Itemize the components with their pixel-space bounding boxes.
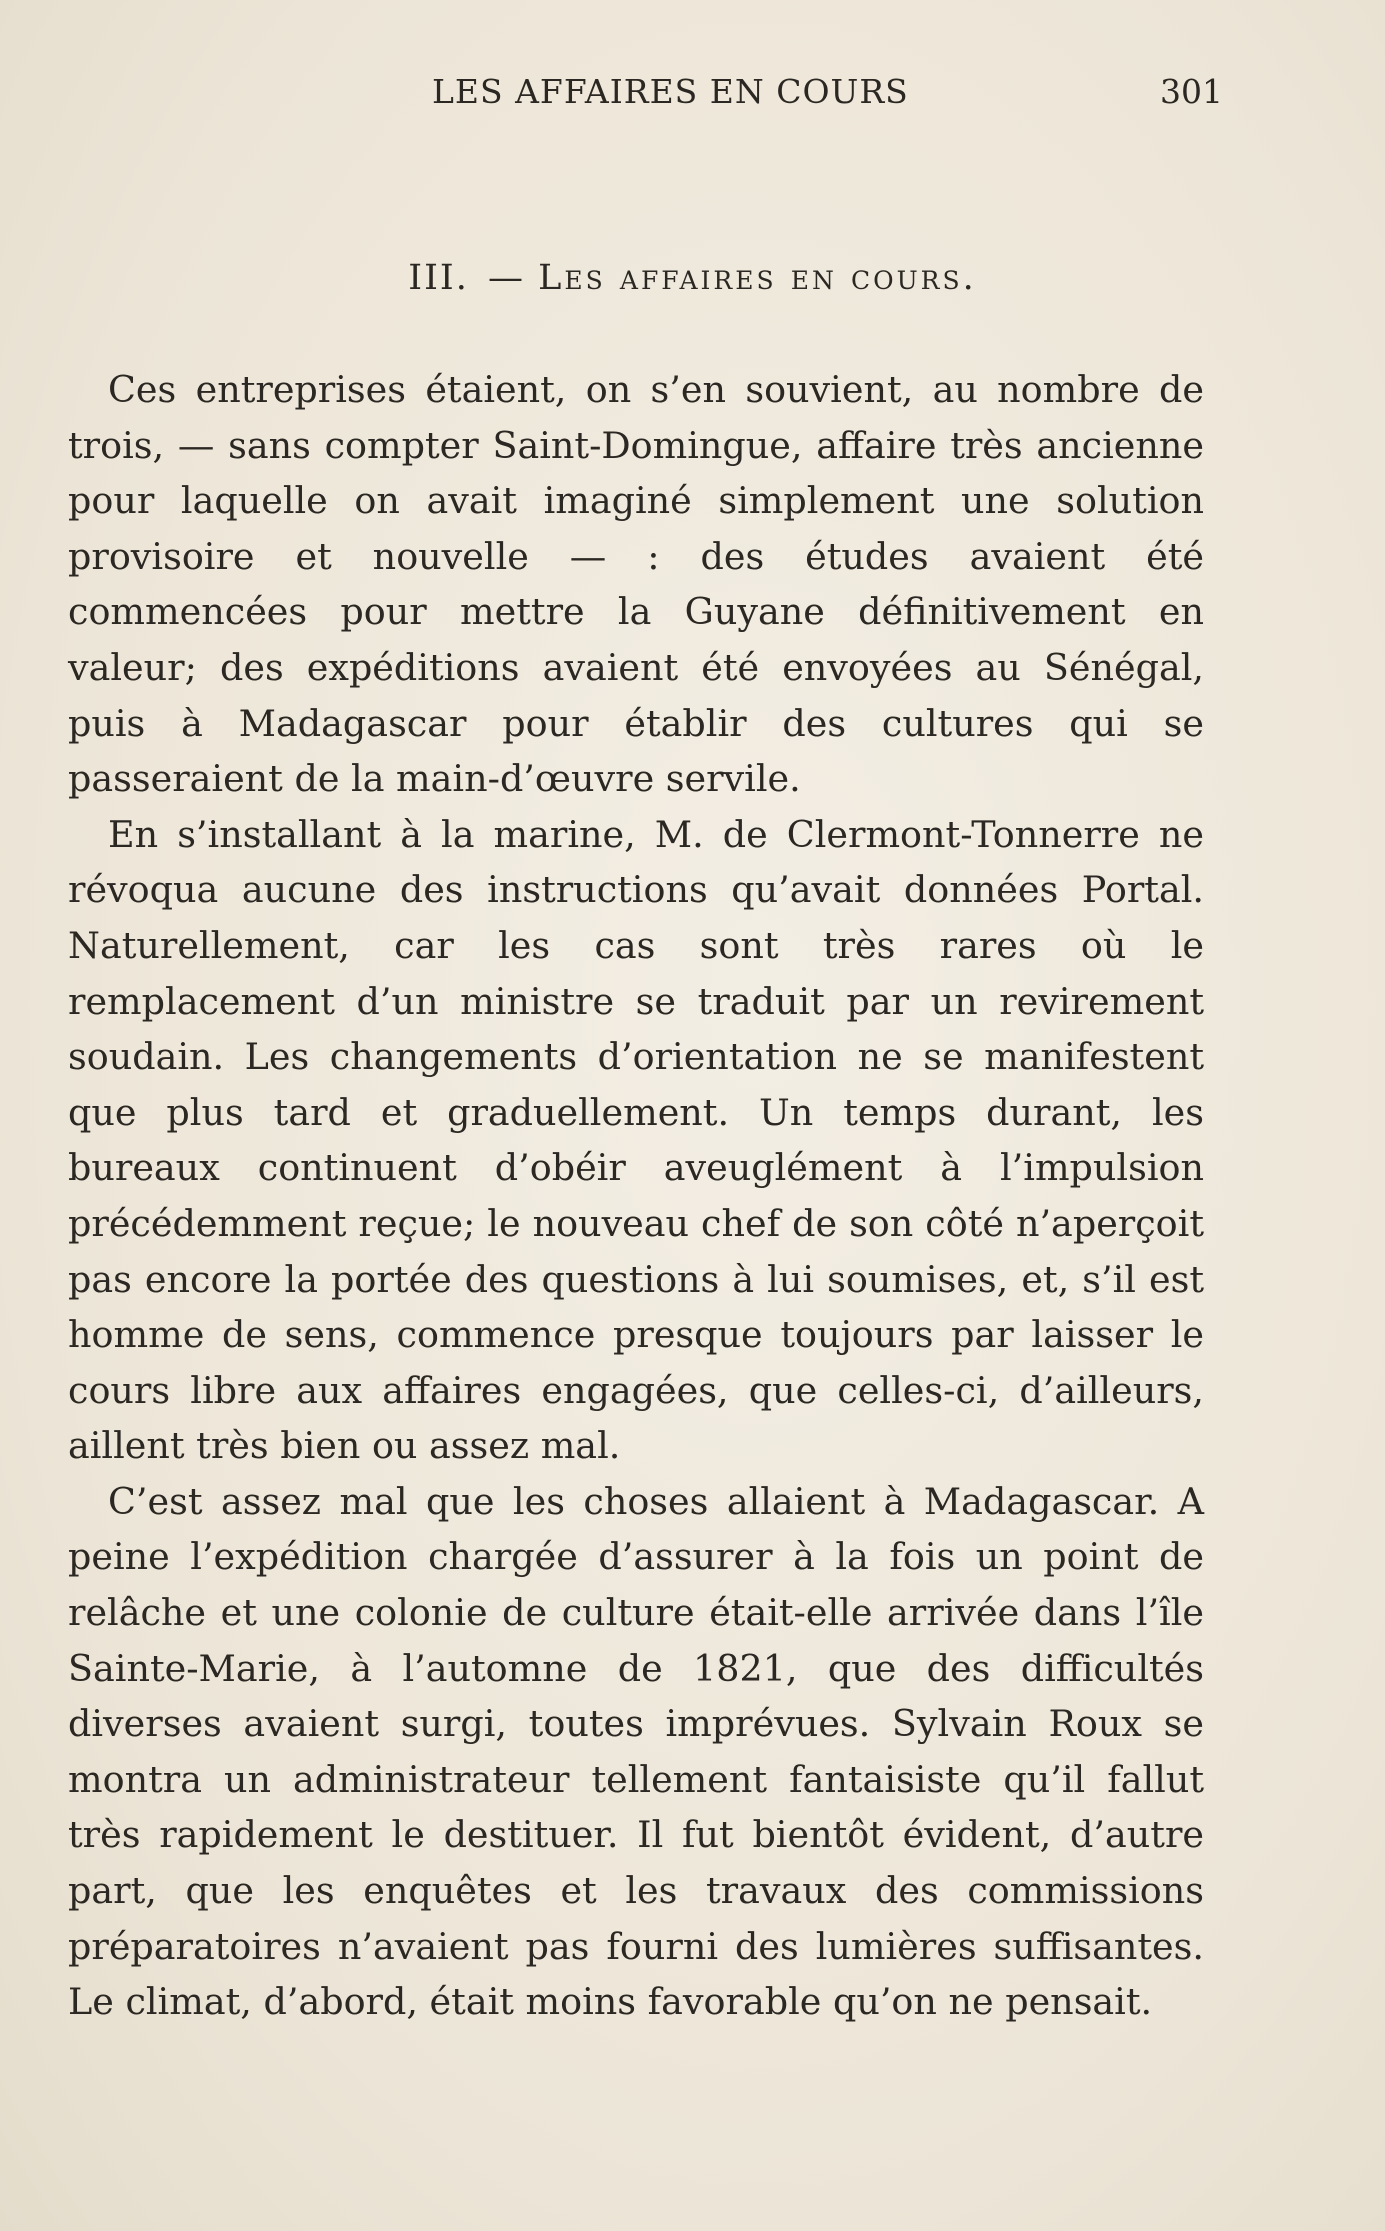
- running-head: [0, 72, 1385, 120]
- paragraph-2: [68, 807, 1204, 1474]
- page-number: 301: [1160, 72, 1223, 111]
- running-title: LES AFFAIRES EN COURS: [432, 72, 909, 111]
- body-text: [68, 362, 1204, 2030]
- section-title: Les affaires en cours.: [538, 258, 977, 298]
- paragraph-1: [68, 362, 1204, 807]
- section-number: III.: [408, 258, 469, 298]
- section-dash: —: [488, 258, 525, 298]
- paragraph-text: C’est assez mal que les choses allaient à Madagascar. A peine l’expédition chargée d’assurer à la fois un point de relâche et une colonie de culture était-elle arrivée dans l’île Sainte-Marie, à l’automne de 1821, que des difficultés diverses avaient surgi, toutes imprévues. Sylvain Roux se montra un administrateur tellement fantaisiste qu’il fallut très rapidement le destituer. Il fut bientôt évident, d’autre part, que les enquêtes et les travaux des commissions préparatoires n’avaient pas fourni des lumières suffisantes. Le climat, d’abord, était moins favorable qu’on ne pensait.: [68, 1479, 1204, 2024]
- section-heading: [0, 258, 1385, 298]
- paragraph-text: Ces entreprises étaient, on s’en souvient, au nombre de trois, — sans compter Saint-Domingue, affaire très ancienne pour laquelle on avait imaginé simplement une solution provisoire et nouvelle — : des études avaient été commencées pour mettre la Guyane définitivement en valeur; des expéditions avaient été envoyées au Sénégal, puis à Madagascar pour établir des cultures qui se passeraient de la main-d’œuvre servile.: [68, 368, 1204, 801]
- paragraph-text: En s’installant à la marine, M. de Clermont-Tonnerre ne révoqua aucune des instructions qu’avait données Portal. Naturellement, car les cas sont très rares où le remplacement d’un ministre se traduit par un revirement soudain. Les changements d’orientation ne se manifestent que plus tard et graduellement. Un temps durant, les bureaux continuent d’obéir aveuglément à l’impulsion précédemment reçue; le nouveau chef de son côté n’aperçoit pas encore la portée des questions à lui soumises, et, s’il est homme de sens, commence presque toujours par laisser le cours libre aux affaires engagées, que celles-ci, d’ailleurs, aillent très bien ou assez mal.: [68, 812, 1204, 1468]
- paragraph-3: [68, 1474, 1204, 2030]
